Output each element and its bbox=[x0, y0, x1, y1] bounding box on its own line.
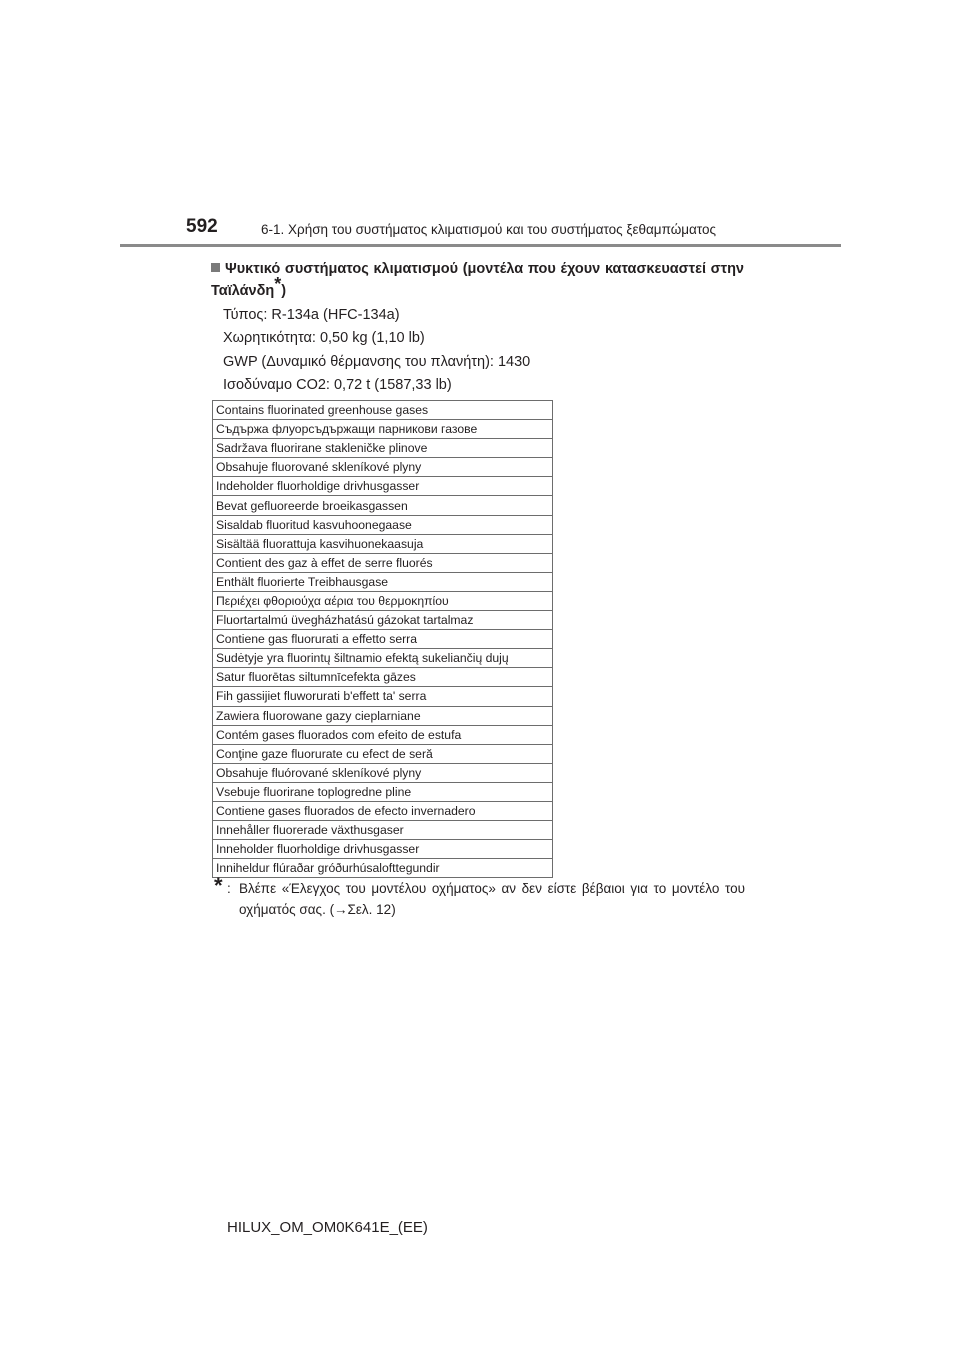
table-row bbox=[213, 859, 553, 878]
table-cell: Περιέχει φθοριούχα αέρια του θερμοκηπίου bbox=[213, 591, 553, 610]
table-row bbox=[213, 763, 553, 782]
table-row bbox=[213, 477, 553, 496]
footnote-asterisk: * bbox=[214, 873, 223, 898]
table-cell: Съдържа флуорсъдържащи парникови газове bbox=[213, 420, 553, 439]
table-row bbox=[213, 687, 553, 706]
table-row bbox=[213, 401, 553, 420]
table-cell: Zawiera fluorowane gazy cieplarniane bbox=[213, 706, 553, 725]
table-row bbox=[213, 572, 553, 591]
table-cell: Satur fluorētas siltumnīcefekta gāzes bbox=[213, 668, 553, 687]
table-row bbox=[213, 611, 553, 630]
document-code: HILUX_OM_OM0K641E_(EE) bbox=[227, 1219, 428, 1236]
section-heading-text: Ψυκτικό συστήματος κλιματισμού (μοντέλα που έχουν κατασκευαστεί στην Ταϊλάνδη bbox=[211, 261, 744, 299]
table-cell: Sadržava fluorirane stakleničke plinove bbox=[213, 439, 553, 458]
table-row bbox=[213, 821, 553, 840]
table-cell: Conţine gaze fluorurate cu efect de seră bbox=[213, 744, 553, 763]
table-row bbox=[213, 515, 553, 534]
spec-co2-equivalent: Ισοδύναμο CO2: 0,72 t (1587,33 lb) bbox=[223, 376, 452, 393]
refrigerant-specs bbox=[223, 304, 744, 397]
asterisk-mark: * bbox=[274, 274, 282, 294]
table-cell: Sisältää fluorattuja kasvihuonekaasuja bbox=[213, 534, 553, 553]
table-row bbox=[213, 591, 553, 610]
square-bullet-icon bbox=[211, 263, 220, 272]
table-cell: Obsahuje fluórované skleníkové plyny bbox=[213, 763, 553, 782]
table-row bbox=[213, 553, 553, 572]
table-cell: Obsahuje fluorované skleníkové plyny bbox=[213, 458, 553, 477]
table-row bbox=[213, 801, 553, 820]
spec-capacity: Χωρητικότητα: 0,50 kg (1,10 lb) bbox=[223, 330, 425, 347]
table-cell: Vsebuje fluorirane toplogredne pline bbox=[213, 782, 553, 801]
table-cell: Enthält fluorierte Treibhausgase bbox=[213, 572, 553, 591]
table-row bbox=[213, 458, 553, 477]
table-row bbox=[213, 668, 553, 687]
table-cell: Contient des gaz à effet de serre fluorés bbox=[213, 553, 553, 572]
table-row bbox=[213, 496, 553, 515]
table-row bbox=[213, 439, 553, 458]
header-divider bbox=[120, 244, 841, 247]
table-cell: Sisaldab fluoritud kasvuhoonegaase bbox=[213, 515, 553, 534]
table-row bbox=[213, 782, 553, 801]
table-cell: Contains fluorinated greenhouse gases bbox=[213, 401, 553, 420]
table-cell: Indeholder fluorholdige drivhusgasser bbox=[213, 477, 553, 496]
table-cell: Innehåller fluorerade växthusgaser bbox=[213, 821, 553, 840]
footnote-text: Βλέπε «Έλεγχος του μοντέλου οχήματος» αν δεν είστε βέβαιοι για το μοντέλο του οχήματός σας. (→Σελ. 12) bbox=[239, 881, 745, 917]
section-heading bbox=[211, 258, 744, 302]
table-row bbox=[213, 725, 553, 744]
footnote-colon: : bbox=[227, 881, 231, 896]
table-row bbox=[213, 649, 553, 668]
chapter-title: 6-1. Χρήση του συστήματος κλιματισμού και του συστήματος ξεθαμπώματος bbox=[261, 222, 716, 237]
table-cell: Bevat gefluoreerde broeikasgassen bbox=[213, 496, 553, 515]
table-row bbox=[213, 630, 553, 649]
table-row bbox=[213, 420, 553, 439]
table-row bbox=[213, 534, 553, 553]
section-heading-close: ) bbox=[281, 283, 287, 299]
table-cell: Sudėtyje yra fluorintų šiltnamio efektą sukeliančių dujų bbox=[213, 649, 553, 668]
table-row bbox=[213, 706, 553, 725]
table-cell: Fih gassijiet fluworurati b'effett ta' serra bbox=[213, 687, 553, 706]
table-cell: Fluortartalmú üvegházhatású gázokat tartalmaz bbox=[213, 611, 553, 630]
fluorinated-gas-table bbox=[212, 400, 553, 878]
table-row bbox=[213, 840, 553, 859]
spec-type: Τύπος: R-134a (HFC-134a) bbox=[223, 307, 400, 323]
table-row bbox=[213, 744, 553, 763]
table-cell: Inniheldur flúraðar gróðurhúsalofttegundir bbox=[213, 859, 553, 878]
page-number: 592 bbox=[186, 216, 218, 237]
table-cell: Contiene gases fluorados de efecto invernadero bbox=[213, 801, 553, 820]
table-cell: Contém gases fluorados com efeito de estufa bbox=[213, 725, 553, 744]
refrigerant-section bbox=[211, 258, 744, 397]
footnote bbox=[214, 873, 745, 920]
table-cell: Inneholder fluorholdige drivhusgasser bbox=[213, 840, 553, 859]
spec-gwp: GWP (Δυναμικό θέρμανσης του πλανήτη): 1430 bbox=[223, 353, 531, 370]
table-cell: Contiene gas fluorurati a effetto serra bbox=[213, 630, 553, 649]
